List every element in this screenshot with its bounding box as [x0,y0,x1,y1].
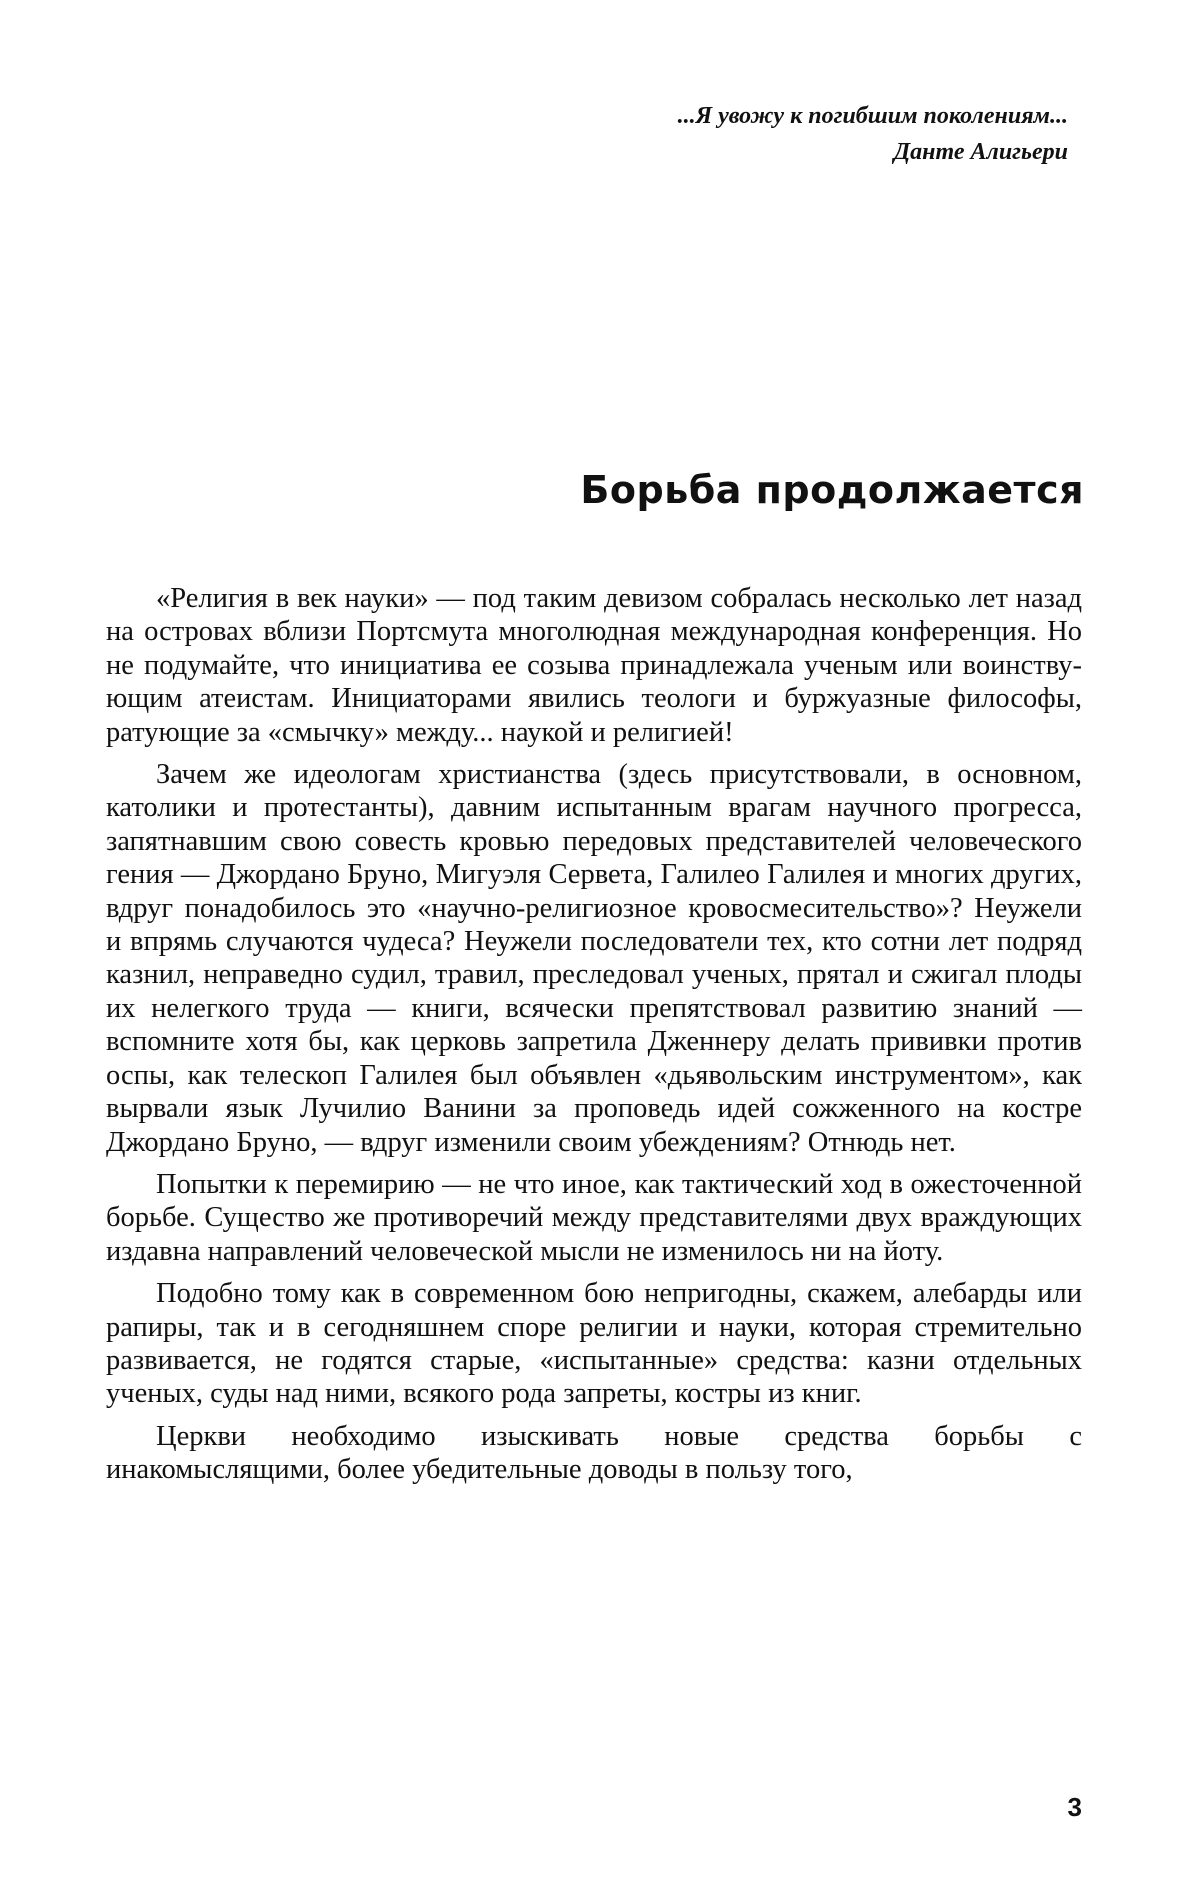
paragraph: Зачем же идеологам христианства (здесь присутствовали, в основном, католики и протестанты), давним испытанным врагам научного прогресса, запятнавшим свою совесть кровью передовых представителей человеческого гения — Джордано Бруно, Мигуэля Сервета, Галилео Галилея и многих других, вдруг понадобилось это «научно-религиозное кровосмесительство»? Неужели и впрямь случаются чудеса? Неужели последователи тех, кто сотни лет подряд казнил, неправедно судил, травил, преследовал ученых, прятал и сжигал плоды их нелегкого труда — книги, всячески препятствовал развитию знаний — вспомните хотя бы, как церковь запретила Дженнеру делать прививки против оспы, как телескоп Галилея был объявлен «дьявольским инструментом», как вырвали язык Лучилио Ванини за проповедь идей сожженного на костре Джордано Бруно, — вдруг изменили своим убеждениям? Отнюдь нет. [106,759,1082,1158]
chapter-title: Борьба продолжается [580,468,1084,512]
body-text [106,582,1082,1496]
paragraph: Подобно тому как в современном бою непригодны, скажем, алебарды или рапиры, так и в сегодняшнем споре религии и науки, которая стремительно развивается, не годятся старые, «испытанные» средства: казни отдельных ученых, суды над ними, всякого рода запреты, костры из книг. [106,1278,1082,1410]
paragraph: Попытки к перемирию — не что иное, как тактический ход в ожесточенной борьбе. Существо же противоречий между представителями двух враждующих издавна направлений человеческой мысли не изменилось ни на йоту. [106,1168,1082,1267]
epigraph-author: Данте Алигьери [893,139,1068,165]
paragraph: Церкви необходимо изыскивать новые средства борьбы с инакомыслящими, более убедительные доводы в пользу того, [106,1420,1082,1486]
paragraph: «Религия в век науки» — под таким девизом собралась несколько лет назад на островах вблизи Портсмута многолюдная международная конференция. Но не подумайте, что инициатива ее созыва принадлежала ученым или воинствующим атеистам. Инициаторами явились теологи и буржуазные философы, ратующие за «смычку» между... наукой и религией! [106,583,1082,748]
page-number: 3 [1067,1792,1082,1822]
epigraph-quote: ...Я увожу к погибшим поколениям... [677,103,1068,129]
epigraph [678,98,1068,170]
